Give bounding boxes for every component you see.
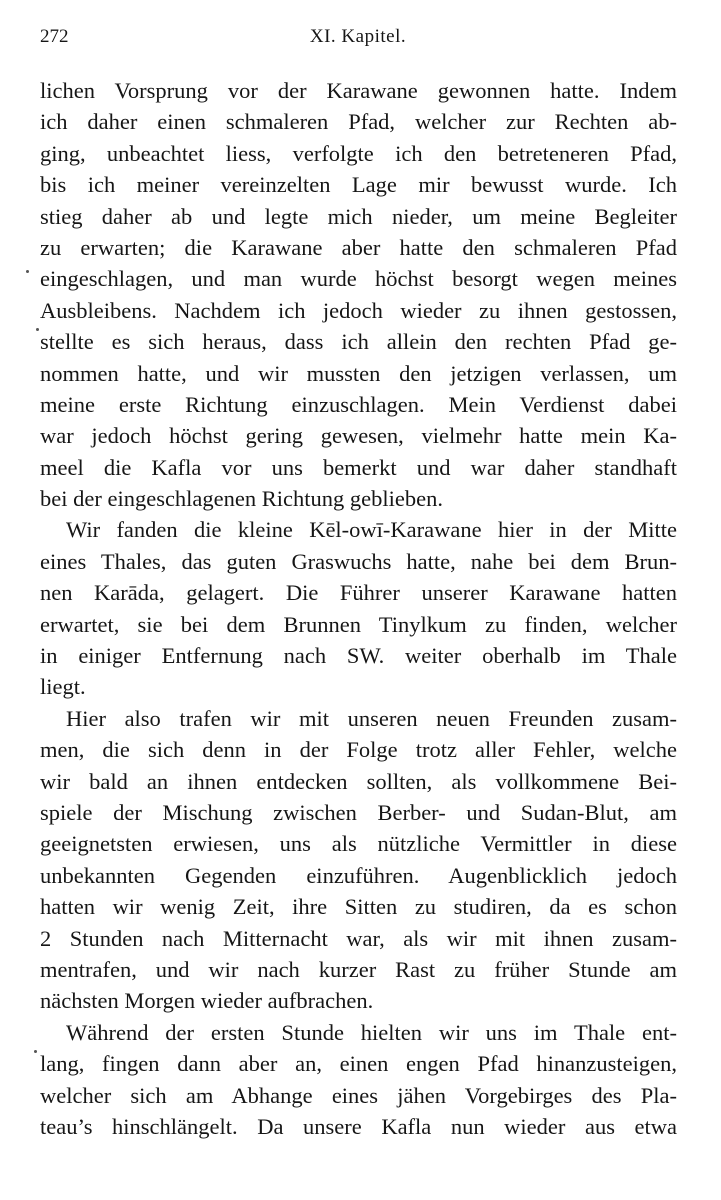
- text-line: teau’s hinschlängelt. Da unsere Kafla nun wieder aus etwa: [40, 1113, 677, 1139]
- text-line: 2 Stunden nach Mitternacht war, als wir mit ihnen zusam-: [40, 925, 677, 951]
- text-line: stellte es sich heraus, dass ich allein den rechten Pfad ge-: [40, 329, 677, 355]
- text-line: mentrafen, und wir nach kurzer Rast zu früher Stunde am: [40, 956, 677, 982]
- text-line: war jedoch höchst gering gewesen, vielmehr hatte mein Ka-: [40, 423, 677, 449]
- paragraph-end-line: nächsten Morgen wieder aufbrachen.: [40, 988, 374, 1014]
- text-line: eines Thales, das guten Graswuchs hatte, nahe bei dem Brun-: [40, 548, 677, 574]
- text-line: meel die Kafla vor uns bemerkt und war daher standhaft: [40, 454, 677, 480]
- text-line: stieg daher ab und legte mich nieder, um meine Begleiter: [40, 203, 677, 229]
- text-line: lichen Vorsprung vor der Karawane gewonnen hatte. Indem: [40, 78, 677, 103]
- scan-speck: [36, 328, 39, 331]
- text-line: Ausbleibens. Nachdem ich jedoch wieder zu ihnen gestossen,: [40, 297, 677, 323]
- paragraph-start-line: Während der ersten Stunde hielten wir uns im Thale ent-: [66, 1019, 677, 1045]
- paragraph-end-line: bei der eingeschlagenen Richtung geblieben.: [40, 486, 443, 512]
- text-line: in einiger Entfernung nach SW. weiter oberhalb im Thale: [40, 643, 677, 669]
- text-line: lang, fingen dann aber an, einen engen Pfad hinanzusteigen,: [40, 1051, 677, 1077]
- text-line: eingeschlagen, und man wurde höchst besorgt wegen meines: [40, 266, 677, 292]
- text-line: men, die sich denn in der Folge trotz aller Fehler, welche: [40, 737, 677, 763]
- body-text: [40, 75, 677, 1142]
- text-line: nen Karāda, gelagert. Die Führer unserer Karawane hatten: [40, 580, 677, 606]
- running-head: [40, 26, 676, 54]
- text-line: spiele der Mischung zwischen Berber- und Sudan-Blut, am: [40, 799, 677, 825]
- scan-speck: [34, 1050, 37, 1053]
- text-line: bis ich meiner vereinzelten Lage mir bewusst wurde. Ich: [40, 172, 677, 198]
- text-line: erwartet, sie bei dem Brunnen Tinylkum zu finden, welcher: [40, 611, 677, 637]
- text-line: hatten wir wenig Zeit, ihre Sitten zu studiren, da es schon: [40, 894, 677, 920]
- paragraph-start-line: Hier also trafen wir mit unseren neuen Freunden zusam-: [66, 705, 677, 731]
- text-line: ich daher einen schmaleren Pfad, welcher zur Rechten ab-: [40, 109, 677, 135]
- text-line: meine erste Richtung einzuschlagen. Mein Verdienst dabei: [40, 391, 677, 417]
- paragraph-end-line: liegt.: [40, 674, 86, 700]
- text-line: zu erwarten; die Karawane aber hatte den schmaleren Pfad: [40, 234, 677, 260]
- text-line: welcher sich am Abhange eines jähen Vorgebirges des Pla-: [40, 1082, 677, 1108]
- text-line: ging, unbeachtet liess, verfolgte ich den betreteneren Pfad,: [40, 140, 677, 166]
- text-line: nommen hatte, und wir mussten den jetzigen verlassen, um: [40, 360, 677, 386]
- chapter-title: XI. Kapitel.: [309, 26, 407, 47]
- text-line: wir bald an ihnen entdecken sollten, als vollkommene Bei-: [40, 768, 677, 794]
- page-number: 272: [40, 26, 69, 47]
- paragraph-start-line: Wir fanden die kleine Kēl-owī-Karawane hier in der Mitte: [66, 517, 677, 543]
- scan-speck: [26, 270, 29, 273]
- text-line: unbekannten Gegenden einzuführen. Augenblicklich jedoch: [40, 862, 677, 888]
- text-line: geeignetsten erwiesen, uns als nützliche Vermittler in diese: [40, 831, 677, 857]
